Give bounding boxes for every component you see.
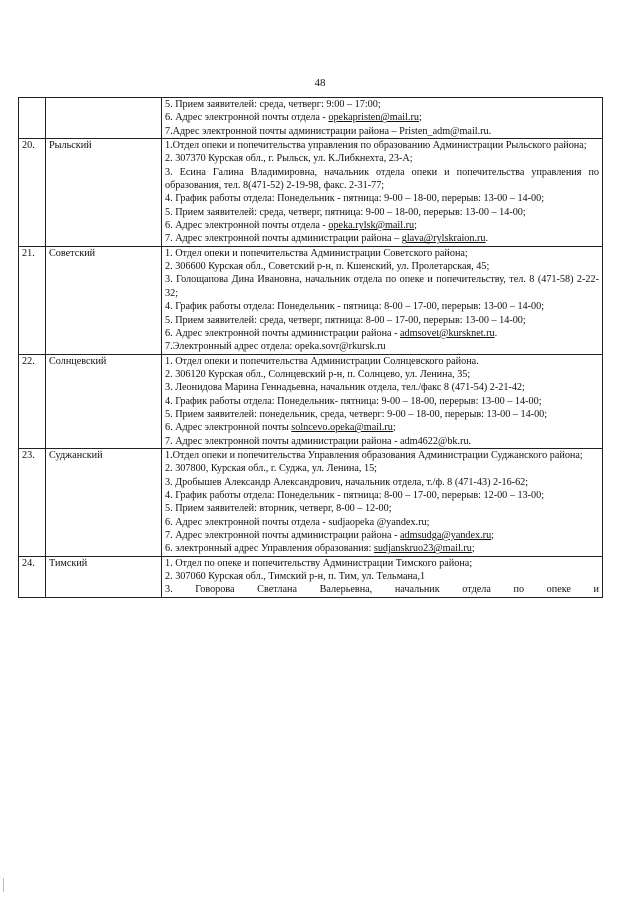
info-line: 5. Прием заявителей: среда, четверг, пятница: 9-00 – 18-00, перерыв: 13-00 – 14-00; — [165, 206, 526, 218]
info-line: 3. Голощапова Дина Ивановна, начальник отдела по опеке и попечительству, тел. 8 (471-58) 2-22-32; — [165, 274, 599, 299]
department-info — [162, 246, 603, 354]
row-number: 22. — [19, 354, 46, 448]
info-line: 6. Адрес электронной почты администрации района - admsovet@kursknet.ru. — [165, 327, 498, 339]
info-line: 7. Адрес электронной почты администрации района – glava@rylskraion.ru. — [165, 233, 489, 245]
info-line: 6. электронный адрес Управления образования: sudjanskruo23@mail.ru; — [165, 543, 475, 555]
info-line: 5. Прием заявителей: вторник, четверг, 8-00 – 12-00; — [165, 503, 392, 515]
email-link: admsudga@yandex.ru — [400, 530, 492, 541]
district-name: Рыльский — [46, 139, 162, 247]
info-line: 6. Адрес электронной почты отдела - sudjaopeka @yandex.ru; — [165, 516, 430, 528]
info-line: 3. Говорова Светлана Валерьевна, начальник отдела по опеке и — [165, 584, 599, 596]
department-info — [162, 556, 603, 597]
info-line: 7. Адрес электронной почты администрации района - admsudga@yandex.ru; — [165, 530, 495, 541]
info-line: 2. 307060 Курская обл., Тимский р-н, п. Тим, ул. Тельмана,1 — [165, 571, 426, 583]
info-line: 2. 306120 Курская обл., Солнцевский р-н, п. Солнцево, ул. Ленина, 35; — [165, 368, 471, 380]
info-line: 4. График работы отдела: Понедельник - пятница: 9-00 – 18-00, перерыв: 13-00 – 14-00; — [165, 193, 545, 205]
scan-margin-mark — [3, 878, 4, 892]
department-info — [162, 448, 603, 556]
info-line: 2. 307370 Курская обл., г. Рыльск, ул. К.Либкнехта, 23-А; — [165, 153, 413, 165]
department-info — [162, 98, 603, 139]
district-name — [46, 98, 162, 139]
district-name: Тимский — [46, 556, 162, 597]
district-name: Солнцевский — [46, 354, 162, 448]
district-name: Суджанский — [46, 448, 162, 556]
table-row — [19, 556, 603, 597]
table-body — [19, 98, 603, 598]
table-row — [19, 354, 603, 448]
department-info — [162, 139, 603, 247]
email-link: opekapristen@mail.ru — [328, 112, 419, 124]
guardianship-departments-table — [18, 97, 603, 598]
info-line: 6. Адрес электронной почты отдела - opeka.rylsk@mail.ru; — [165, 220, 417, 232]
info-line: 3. Леонидова Марина Геннадьевна, начальник отдела, тел./факс 8 (471-54) 2-21-42; — [165, 382, 525, 394]
info-line: 5. Прием заявителей: среда, четверг, пятница: 8-00 – 17-00, перерыв: 13-00 – 14-00; — [165, 314, 526, 326]
info-line: 3. Есина Галина Владимировна, начальник отдела опеки и попечительства управления по образования, тел. 8(471-52) 2-19-98, факс. 2-31-77; — [165, 166, 599, 192]
row-number: 24. — [19, 556, 46, 597]
info-line: 1.Отдел опеки и попечительства Управления образования Администрации Суджанского района; — [165, 449, 583, 461]
info-line: 4. График работы отдела: Понедельник - пятница: 8-00 – 17-00, перерыв: 12-00 – 13-00; — [165, 489, 545, 501]
info-line: 6. Адрес электронной почты solncevo.opeka@mail.ru; — [165, 422, 396, 434]
info-line: 1. Отдел по опеке и попечительству Администрации Тимского района; — [165, 557, 473, 569]
info-line: 4. График работы отдела: Понедельник- пятница: 9-00 – 18-00, перерыв: 13-00 – 14-00; — [165, 395, 542, 407]
info-line: 3. Дробышев Александр Александрович, начальник отдела, т./ф. 8 (471-43) 2-16-62; — [165, 476, 529, 488]
info-line: 1. Отдел опеки и попечительства Администрации Солнцевского района. — [165, 355, 479, 367]
district-name: Советский — [46, 246, 162, 354]
department-info — [162, 354, 603, 448]
info-line: 7.Электронный адрес отдела: opeka.sovr@rkursk.ru — [165, 341, 386, 353]
table-row — [19, 139, 603, 247]
row-number — [19, 98, 46, 139]
email-link: admsovet@kursknet.ru — [400, 327, 495, 339]
email-link: glava@rylskraion.ru — [401, 233, 486, 245]
row-number: 23. — [19, 448, 46, 556]
table-row — [19, 246, 603, 354]
info-line: 4. График работы отдела: Понедельник - пятница: 8-00 – 17-00, перерыв: 13-00 – 14-00; — [165, 301, 545, 313]
info-line: 2. 306600 Курская обл., Советский р-н, п. Кшенский, ул. Пролетарская, 45; — [165, 261, 490, 273]
info-line: 1.Отдел опеки и попечительства управления по образованию Администрации Рыльского района; — [165, 140, 587, 152]
table-row — [19, 448, 603, 556]
row-number: 21. — [19, 246, 46, 354]
table-row — [19, 98, 603, 139]
row-number: 20. — [19, 139, 46, 247]
info-line: 7.Адрес электронной почты администрации района – Pristen_adm@mail.ru. — [165, 125, 492, 137]
email-link: sudjanskruo23@mail.ru — [373, 543, 472, 555]
info-line: 6. Адрес электронной почты отдела - opekapristen@mail.ru; — [165, 112, 422, 124]
info-line: 1. Отдел опеки и попечительства Администрации Советского района; — [165, 247, 468, 259]
info-line: 2. 307800, Курская обл., г. Суджа, ул. Ленина, 15; — [165, 463, 378, 475]
page-number: 48 — [314, 77, 326, 89]
info-line: 5. Прием заявителей: понедельник, среда, четверг: 9-00 – 18-00, перерыв: 13-00 – 14-00; — [165, 408, 548, 420]
info-line: 7. Адрес электронной почты администрации района - adm4622@bk.ru. — [165, 435, 472, 447]
info-line: 5. Прием заявителей: среда, четверг: 9:00 – 17:00; — [165, 99, 381, 110]
email-link: opeka.rylsk@mail.ru — [328, 220, 415, 232]
email-link: solncevo.opeka@mail.ru — [291, 422, 393, 434]
